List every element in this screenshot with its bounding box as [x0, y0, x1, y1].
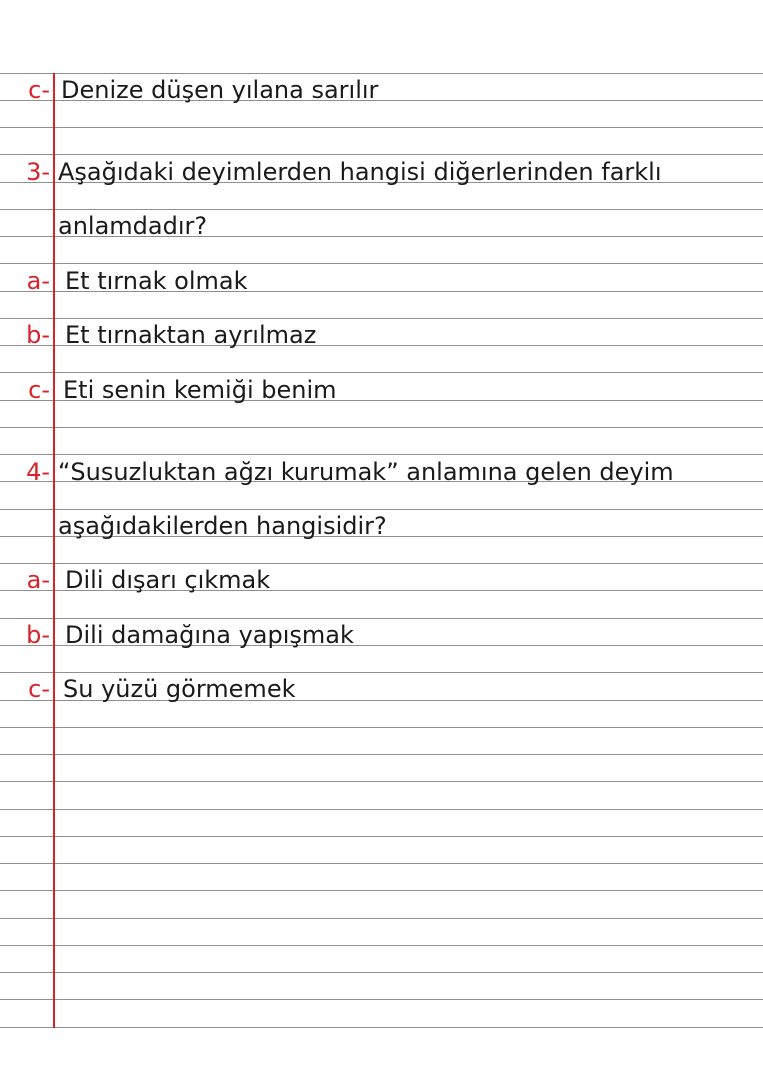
option-label: c- [28, 76, 50, 104]
option-text: Denize düşen yılana sarılır [61, 76, 379, 104]
ruled-line [0, 618, 763, 619]
ruled-line [0, 972, 763, 973]
ruled-line [0, 154, 763, 155]
option-text: Dili damağına yapışmak [65, 621, 354, 649]
ruled-line [0, 836, 763, 837]
option-label: c- [28, 675, 50, 703]
ruled-line [0, 427, 763, 428]
option-label: a- [26, 566, 50, 594]
option-label: c- [28, 376, 50, 404]
option-label: a- [26, 267, 50, 295]
ruled-line [0, 563, 763, 564]
question-text-continued: anlamdadır? [58, 212, 208, 240]
ruled-line [0, 890, 763, 891]
option-text: Eti senin kemiği benim [63, 376, 337, 404]
question-text: “Susuzluktan ağzı kurumak” anlamına gelen deyim [58, 458, 674, 486]
question-text-continued: aşağıdakilerden hangisidir? [58, 512, 387, 540]
option-text: Dili dışarı çıkmak [65, 566, 271, 594]
ruled-line [0, 999, 763, 1000]
ruled-line [0, 754, 763, 755]
question-number: 4- [26, 458, 50, 486]
option-text: Et tırnak olmak [65, 267, 248, 295]
option-text: Et tırnaktan ayrılmaz [65, 321, 317, 349]
ruled-line [0, 1027, 763, 1028]
ruled-line [0, 454, 763, 455]
ruled-line [0, 263, 763, 264]
option-label: b- [26, 321, 50, 349]
question-number: 3- [26, 158, 50, 186]
margin-line [53, 73, 55, 1028]
ruled-line [0, 781, 763, 782]
ruled-line [0, 509, 763, 510]
ruled-line [0, 318, 763, 319]
ruled-line [0, 73, 763, 74]
ruled-line [0, 372, 763, 373]
ruled-line [0, 209, 763, 210]
ruled-line [0, 809, 763, 810]
ruled-line [0, 945, 763, 946]
ruled-line [0, 918, 763, 919]
ruled-line [0, 127, 763, 128]
question-text: Aşağıdaki deyimlerden hangisi diğerlerinden farklı [58, 158, 662, 186]
option-text: Su yüzü görmemek [63, 675, 296, 703]
option-label: b- [26, 621, 50, 649]
ruled-line [0, 672, 763, 673]
ruled-line [0, 863, 763, 864]
ruled-line [0, 727, 763, 728]
